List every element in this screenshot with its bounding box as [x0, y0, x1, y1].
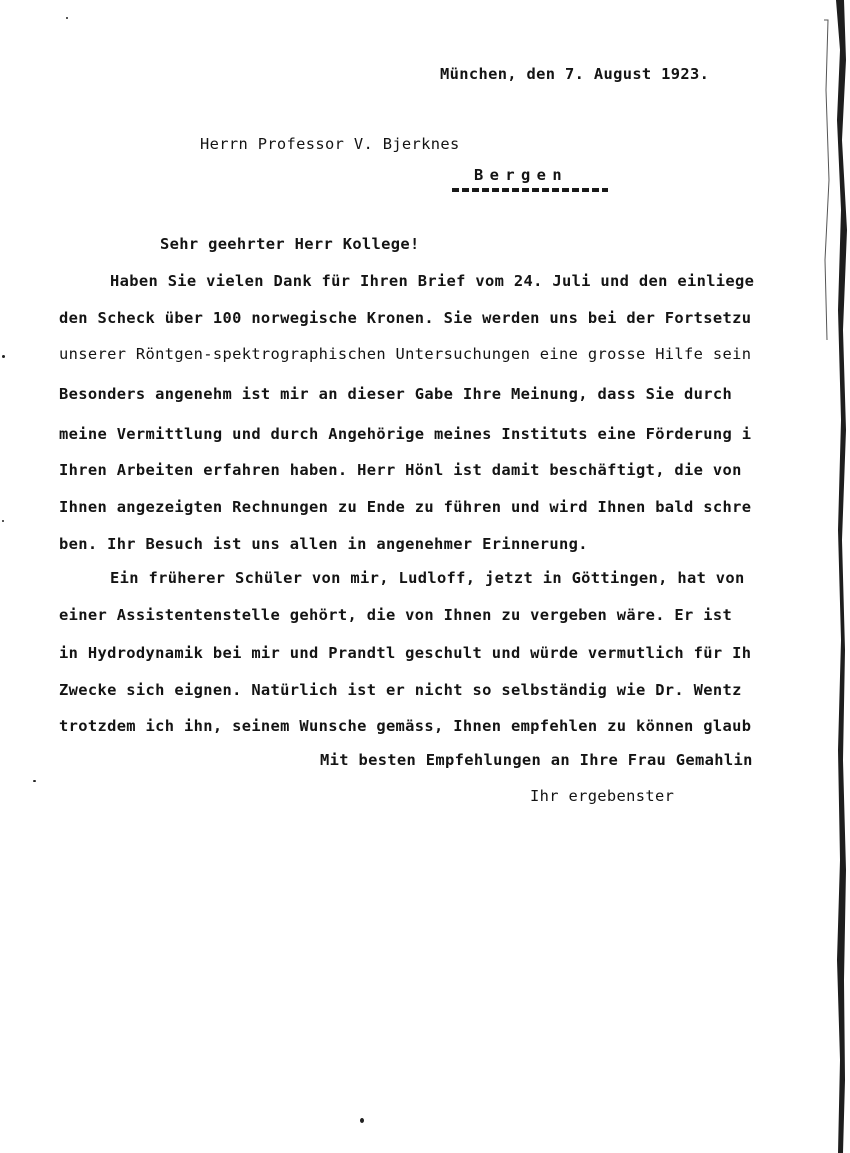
recipient-name: Herrn Professor V. Bjerknes: [200, 135, 460, 153]
scan-speck: [360, 1118, 364, 1123]
scan-speck: [2, 355, 5, 358]
paragraph-2-line: trotzdem ich ihn, seinem Wunsche gemäss, Ihnen empfehlen zu können glaub: [59, 717, 752, 735]
scan-speck: [2, 520, 4, 522]
salutation: Sehr geehrter Herr Kollege!: [160, 235, 420, 253]
signoff: Ihr ergebenster: [530, 787, 675, 805]
paragraph-2-line: Zwecke sich eignen. Natürlich ist er nicht so selbständig wie Dr. Wentz: [59, 681, 742, 699]
recipient-city: Bergen: [474, 166, 568, 184]
paragraph-1-line: Haben Sie vielen Dank für Ihren Brief vom 24. Juli und den einliege: [110, 272, 755, 290]
paragraph-2-line: einer Assistentenstelle gehört, die von Ihnen zu vergeben wäre. Er ist: [59, 606, 733, 624]
paragraph-1-line: den Scheck über 100 norwegische Kronen. Sie werden uns bei der Fortsetzu: [59, 309, 752, 327]
paragraph-2-line: Ein früherer Schüler von mir, Ludloff, jetzt in Göttingen, hat von: [110, 569, 745, 587]
paragraph-2-line: in Hydrodynamik bei mir und Prandtl geschult und würde vermutlich für Ih: [59, 644, 752, 662]
closing-line: Mit besten Empfehlungen an Ihre Frau Gemahlin: [320, 751, 753, 769]
paragraph-1-line: Besonders angenehm ist mir an dieser Gabe Ihre Meinung, dass Sie durch: [59, 385, 733, 403]
paragraph-1-line: ben. Ihr Besuch ist uns allen in angenehmer Erinnerung.: [59, 535, 588, 553]
scan-speck: [33, 780, 36, 782]
paragraph-1-line: Ihnen angezeigten Rechnungen zu Ende zu führen und wird Ihnen bald schre: [59, 498, 752, 516]
paragraph-1-line: Ihren Arbeiten erfahren haben. Herr Hönl ist damit beschäftigt, die von: [59, 461, 742, 479]
paragraph-1-line: unserer Röntgen-spektrographischen Untersuchungen eine grosse Hilfe sein: [59, 345, 752, 363]
scan-edge-artifact: [816, 0, 850, 1153]
scan-speck: [66, 17, 68, 19]
place-date: München, den 7. August 1923.: [440, 65, 710, 83]
city-underline: [452, 188, 608, 192]
paragraph-1-line: meine Vermittlung und durch Angehörige meines Instituts eine Förderung i: [59, 425, 752, 443]
